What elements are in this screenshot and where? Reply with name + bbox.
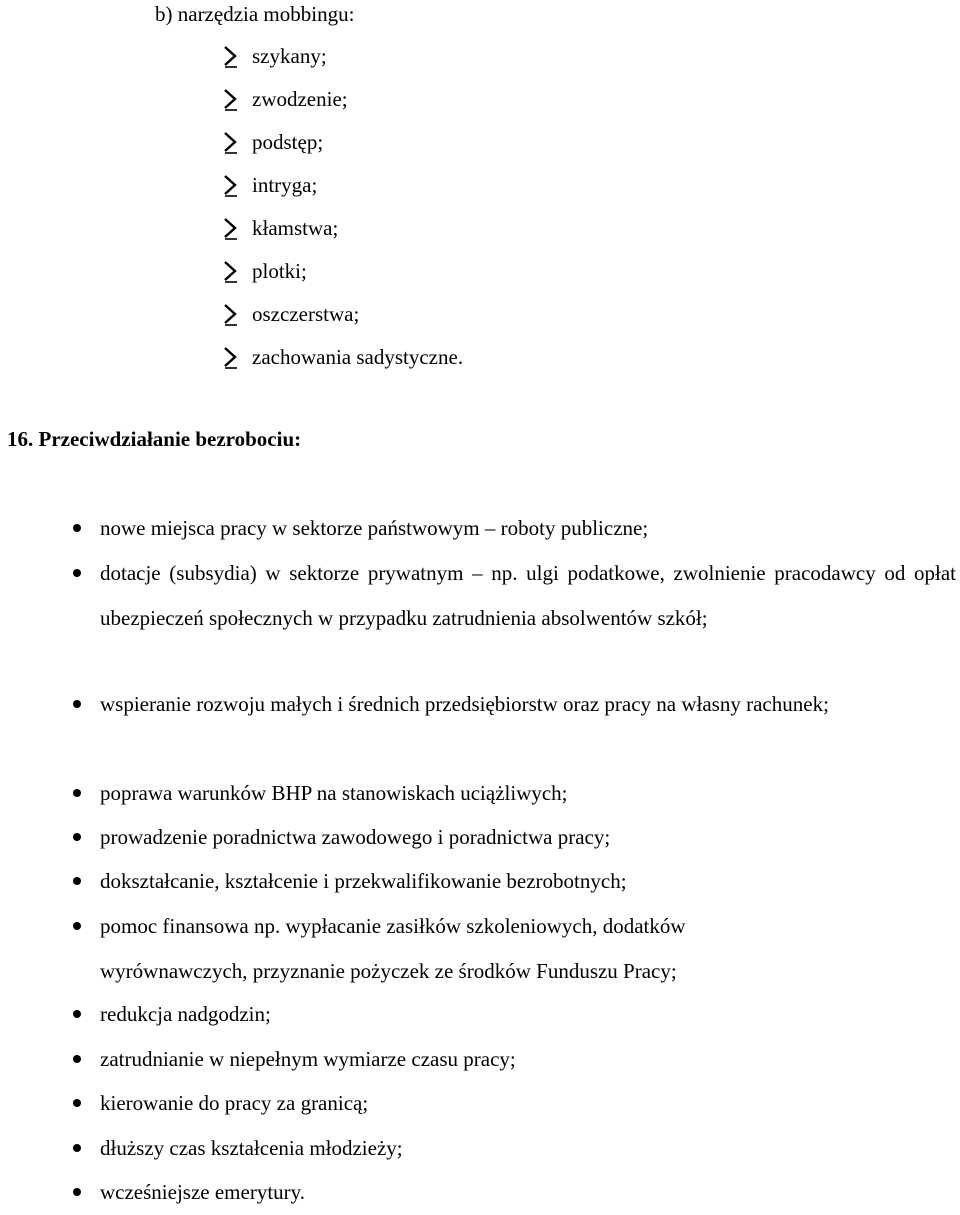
- list-item: [100, 506, 956, 551]
- bullet-dot-icon: [73, 877, 81, 885]
- list-item-text: dokształcanie, kształcenie i przekwalifikowanie bezrobotnych;: [100, 869, 627, 893]
- arrow-bullet-icon: [224, 44, 238, 68]
- list-item-text: wcześniejsze emerytury.: [100, 1180, 306, 1204]
- bullet-dot-icon: [73, 922, 81, 930]
- list-item: [100, 1126, 956, 1171]
- arrow-bullet-icon: [224, 216, 238, 240]
- list-item: [224, 171, 463, 214]
- arrow-bullet-icon: [224, 130, 238, 154]
- list-item-text: podstęp;: [252, 130, 324, 154]
- list-item: [100, 1037, 956, 1082]
- list-item: [100, 1170, 956, 1215]
- bullet-dot-icon: [73, 569, 81, 577]
- list-item-text: dotacje (subsydia) w sektorze prywatnym – np. ulgi podatkowe, zwolnienie pracodawcy od opłat ubezpieczeń społecznych w przypadku zatrudnienia absolwentów szkół;: [100, 561, 956, 630]
- arrow-bullet-icon: [224, 302, 238, 326]
- bullet-dot-icon: [73, 1188, 81, 1196]
- list-item: [100, 815, 956, 860]
- list-item: [224, 85, 463, 128]
- list-item: [100, 992, 956, 1037]
- bullet-dot-icon: [73, 1099, 81, 1107]
- bullet-dot-icon: [73, 833, 81, 841]
- list-item: [100, 904, 820, 994]
- list-item-text: nowe miejsca pracy w sektorze państwowym – roboty publiczne;: [100, 516, 649, 540]
- list-item: [224, 128, 463, 171]
- list-item: [224, 343, 463, 386]
- bullet-dot-icon: [73, 524, 81, 532]
- list-item: [224, 300, 463, 343]
- list-item-text: kierowanie do pracy za granicą;: [100, 1091, 369, 1115]
- list-item-text: pomoc finansowa np. wypłacanie zasiłków szkoleniowych, dodatków wyrównawczych, przyznanie pożyczek ze środków Funduszu Pracy;: [100, 914, 686, 983]
- list-item-text: oszczerstwa;: [252, 302, 360, 326]
- list-item-text: zatrudnianie w niepełnym wymiarze czasu pracy;: [100, 1047, 516, 1071]
- list-item: [100, 682, 956, 727]
- list-item: [224, 214, 463, 257]
- list-item-text: kłamstwa;: [252, 216, 339, 240]
- list-item-text: zachowania sadystyczne.: [252, 345, 464, 369]
- arrow-bullet-icon: [224, 173, 238, 197]
- bullet-dot-icon: [73, 1055, 81, 1063]
- list-item: [224, 257, 463, 300]
- list-item-text: wspieranie rozwoju małych i średnich przedsiębiorstw oraz pracy na własny rachunek;: [100, 692, 829, 716]
- arrow-bullet-icon: [224, 345, 238, 369]
- list-item-text: szykany;: [252, 44, 327, 68]
- arrow-bullet-icon: [224, 87, 238, 111]
- bullet-dot-icon: [73, 1144, 81, 1152]
- list-item-text: zwodzenie;: [252, 87, 348, 111]
- bullet-dot-icon: [73, 700, 81, 708]
- subsection-heading: b) narzędzia mobbingu:: [155, 2, 355, 26]
- mobbing-tools-list: [224, 42, 463, 386]
- list-item-text: prowadzenie poradnictwa zawodowego i poradnictwa pracy;: [100, 825, 611, 849]
- list-item-text: poprawa warunków BHP na stanowiskach uciążliwych;: [100, 781, 568, 805]
- list-item: [100, 859, 956, 904]
- list-item: [224, 42, 463, 85]
- list-item-text: redukcja nadgodzin;: [100, 1002, 271, 1026]
- list-item: [100, 771, 956, 816]
- list-item-text: dłuższy czas kształcenia młodzieży;: [100, 1136, 403, 1160]
- arrow-bullet-icon: [224, 259, 238, 283]
- list-item: [100, 551, 956, 641]
- bullet-dot-icon: [73, 1010, 81, 1018]
- section-heading: 16. Przeciwdziałanie bezrobociu:: [7, 427, 302, 451]
- list-item: [100, 1081, 956, 1126]
- list-item-text: plotki;: [252, 259, 307, 283]
- bullet-dot-icon: [73, 789, 81, 797]
- list-item-text: intryga;: [252, 173, 318, 197]
